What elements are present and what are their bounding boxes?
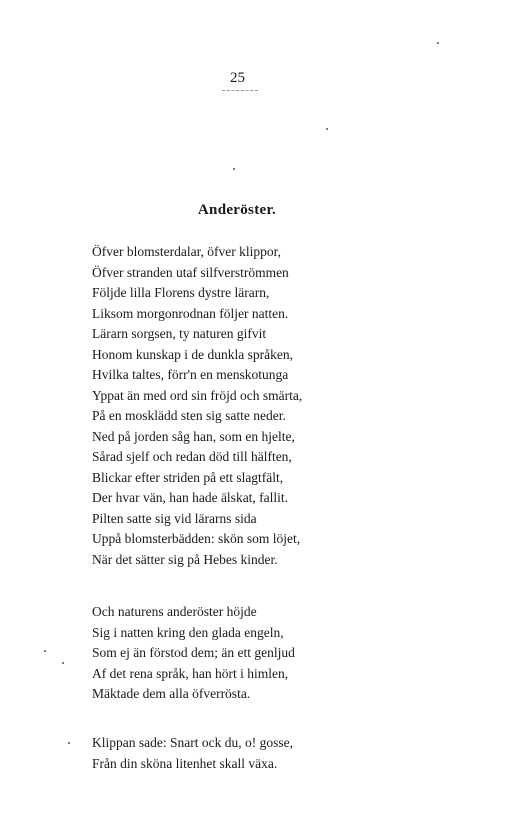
stanza-1: [92, 242, 302, 570]
verse-line: Liksom morgonrodnan följer natten.: [92, 305, 289, 321]
ink-speck: [437, 42, 439, 44]
verse-line: Uppå blomsterbädden: skön som löjet,: [92, 531, 301, 546]
page-number: 25: [230, 70, 245, 86]
header-rule: [222, 90, 258, 91]
poem-title: Anderöster.: [197, 202, 277, 218]
verse-line: Af det rena språk, han hört i himlen,: [92, 665, 289, 681]
verse-line: Från din sköna litenhet skall växa.: [92, 755, 278, 771]
verse-line: Pilten satte sig vid lärarns sida: [92, 510, 257, 526]
ink-speck: [62, 662, 64, 664]
verse-line: Yppat än med ord sin fröjd och smärta,: [92, 387, 303, 403]
stanza-2: [92, 602, 295, 705]
ink-speck: [326, 128, 328, 130]
verse-line: Blickar efter striden på ett slagtfält,: [92, 469, 284, 485]
ink-speck: [233, 168, 235, 170]
verse-line: Sig i natten kring den glada engeln,: [92, 624, 284, 640]
verse-line: Mäktade dem alla öfverrösta.: [92, 686, 251, 701]
verse-line: Hvilka taltes, förr'n en menskotunga: [92, 367, 289, 382]
verse-line: När det sätter sig på Hebes kinder.: [92, 551, 278, 567]
ink-speck: [44, 650, 46, 652]
verse-line: Sårad sjelf och redan död till hälften,: [92, 449, 292, 464]
verse-line: Följde lilla Florens dystre lärarn,: [92, 285, 270, 300]
verse-line: Lärarn sorgsen, ty naturen gifvit: [92, 326, 267, 341]
verse-line: Öfver stranden utaf silfverströmmen: [92, 264, 289, 280]
verse-line: På en mosklädd sten sig satte neder.: [92, 408, 286, 423]
verse-line: Som ej än förstod dem; än ett genljud: [92, 645, 295, 660]
verse-line: Honom kunskap i de dunkla språken,: [92, 346, 293, 362]
verse-line: Klippan sade: Snart ock du, o! gosse,: [92, 735, 293, 750]
verse-line: Öfver blomsterdalar, öfver klippor,: [92, 244, 281, 259]
verse-line: Ned på jorden såg han, som en hjelte,: [92, 428, 295, 444]
stanza-3: [92, 733, 293, 774]
verse-line: Der hvar vän, han hade älskat, fallit.: [92, 490, 289, 505]
verse-line: Och naturens anderöster höjde: [92, 604, 257, 619]
ink-speck: [68, 742, 70, 744]
